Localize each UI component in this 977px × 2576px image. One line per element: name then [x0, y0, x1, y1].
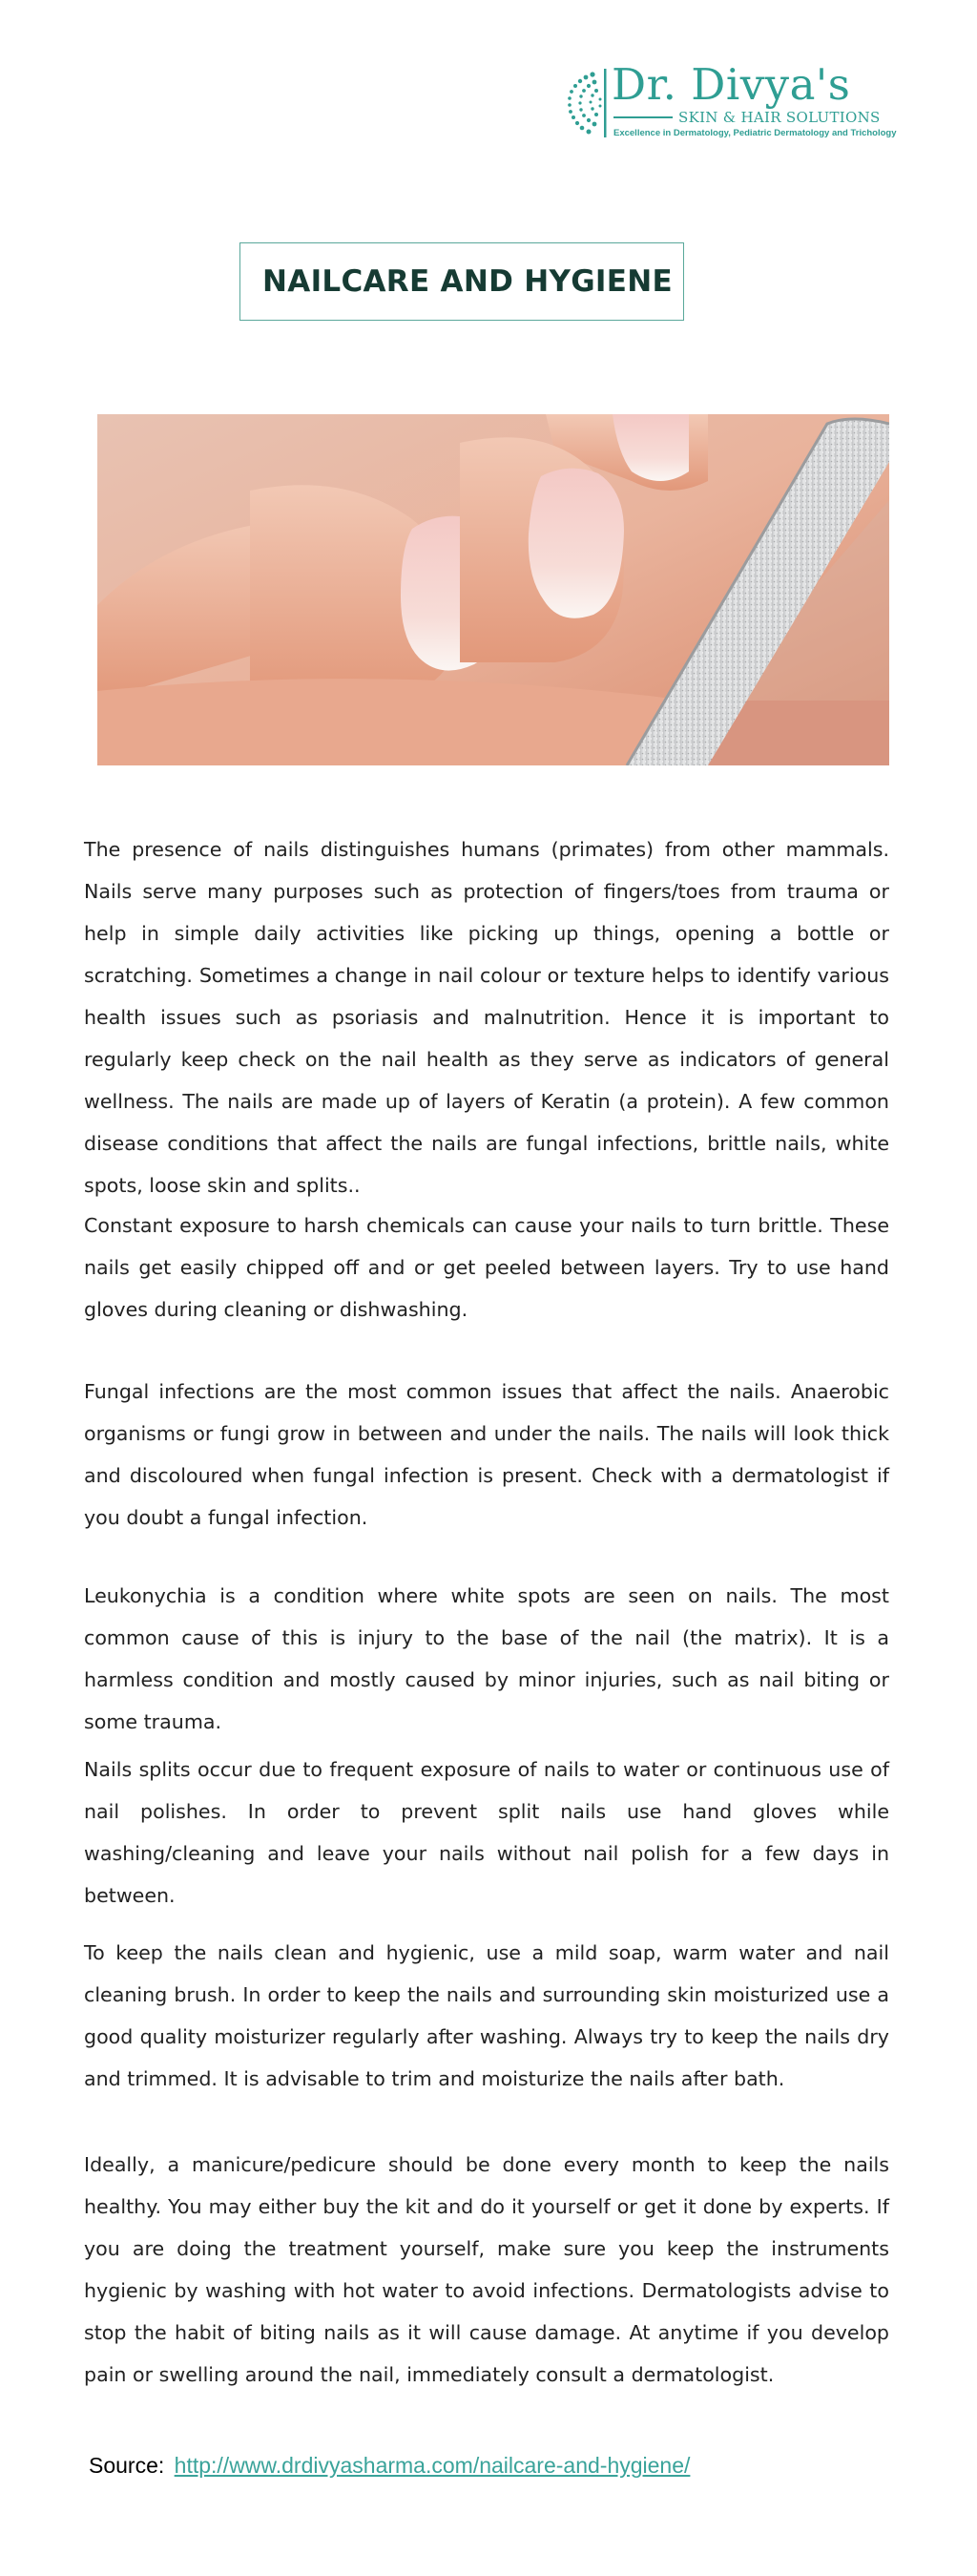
paragraph-nail-splits: Nails splits occur due to frequent exposure of nails to water or continuous use of nail polishes. In order to prevent split nails use hand gloves while washing/cleaning and leave your nails without nail polish for a few days in between.: [84, 1758, 889, 1907]
paragraph-intro: The presence of nails distinguishes humans (primates) from other mammals. Nails serve many purposes such as protection of fingers/toes from trauma or help in simple daily activities like picking up things, opening a bottle or scratching. Sometimes a change in nail colour or texture helps to identify various health issues such as psoriasis and malnutrition. Hence it is important to regularly keep check on the nail health as they serve as indicators of general wellness. The nails are made up of layers of Keratin (a protein). A few common disease conditions that affect the nails are fungal infections, brittle nails, white spots, loose skin and splits..: [84, 838, 889, 1197]
paragraph-fungal-infections: Fungal infections are the most common issues that affect the nails. Anaerobic organisms or fungi grow in between and under the nails. The nails will look thick and discoloured when fungal infection is present. Check with a dermatologist if you doubt a fungal infection.: [84, 1380, 889, 1529]
logo-subtitle: SKIN & HAIR SOLUTIONS: [678, 109, 881, 126]
logo-divider: [613, 116, 673, 118]
paragraph-brittle-nails: Constant exposure to harsh chemicals can cause your nails to turn brittle. These nails get easily chipped off and or get peeled between layers. Try to use hand gloves during cleaning or dishwashing.: [84, 1214, 889, 1321]
hero-image: [97, 414, 889, 765]
page-title: NAILCARE AND HYGIENE: [262, 264, 673, 299]
brand-logo: [564, 61, 907, 157]
logo-dots-icon: [564, 67, 608, 139]
nails-illustration: [97, 414, 889, 765]
source-label: Source:: [89, 2453, 165, 2478]
paragraph-leukonychia: Leukonychia is a condition where white spots are seen on nails. The most common cause of this is injury to the base of the nail (the matrix). It is a harmless condition and mostly caused by minor injuries, such as nail biting or some trauma.: [84, 1584, 889, 1733]
source-line: [89, 2453, 690, 2479]
logo-tagline: Excellence in Dermatology, Pediatric Dermatology and Trichology: [613, 128, 897, 138]
paragraph-hygiene: To keep the nails clean and hygienic, use a mild soap, warm water and nail cleaning brush. In order to keep the nails and surrounding skin moisturized use a good quality moisturizer regularly after washing. Always try to keep the nails dry and trimmed. It is advisable to trim and moisturize the nails after bath.: [84, 1941, 889, 2090]
source-link[interactable]: http://www.drdivyasharma.com/nailcare-and-hygiene/: [174, 2453, 691, 2478]
title-box: [239, 242, 684, 321]
logo-name: Dr. Divya's: [612, 59, 851, 110]
paragraph-manicure: Ideally, a manicure/pedicure should be done every month to keep the nails healthy. You may either buy the kit and do it yourself or get it done by experts. If you are doing the treatment yourself, make sure you keep the instruments hygienic by washing with hot water to avoid infections. Dermatologists advise to stop the habit of biting nails as it will cause damage. At anytime if you develop pain or swelling around the nail, immediately consult a dermatologist.: [84, 2153, 889, 2386]
